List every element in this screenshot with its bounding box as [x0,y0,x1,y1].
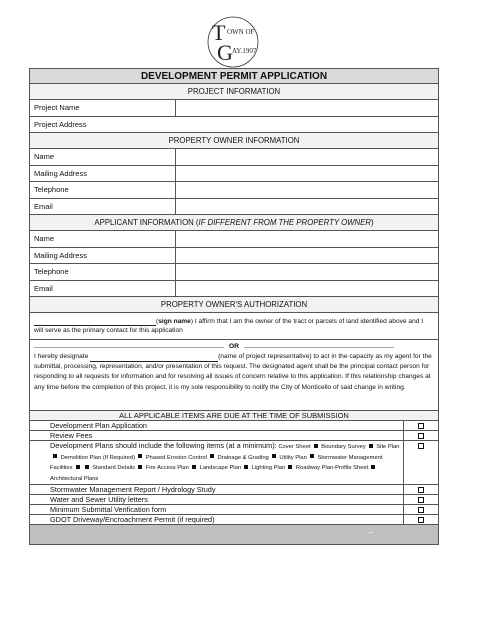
checklist-item [30,431,438,441]
project-address-row [30,117,438,134]
checkbox[interactable] [418,423,424,429]
owner-affirmation-text: ) I affirm that I am the owner of the tract or parcels of land identified above and I will serve as the primary contact for this application [34,318,424,334]
owner-mailing-field[interactable] [176,166,438,182]
checkbox[interactable] [418,443,424,449]
checklist-item-label: Development Plan Application [30,421,404,430]
checklist-item [30,421,438,431]
applicant-name-field[interactable] [176,231,438,247]
sign-name-label: sign name [158,318,191,325]
applicant-email-label: Email [30,281,176,297]
designate-prefix: I hereby designate [34,353,89,360]
authorization-section-header: PROPERTY OWNER'S AUTHORIZATION [30,297,438,313]
bullet-square-icon [76,465,80,469]
project-address-label: Project Address [34,119,87,129]
plan-item: Standard Details [92,465,136,471]
bullet-square-icon [85,465,89,469]
project-name-field[interactable] [176,100,438,116]
plans-lead-text: Development Plans should include the following items (at a minimum): [50,441,277,450]
svg-text:OWN OF: OWN OF [227,28,255,36]
checklist-item-development-plans [30,441,438,485]
bullet-square-icon [288,465,292,469]
owner-email-label: Email [30,199,176,215]
form-title: DEVELOPMENT PERMIT APPLICATION [30,69,438,84]
owner-telephone-row [30,182,438,199]
checklist-item-label: Stormwater Management Report / Hydrology Study [30,485,404,494]
bullet-square-icon [310,454,314,458]
owner-name-label: Name [30,149,176,165]
permit-form [29,68,439,545]
owner-name-field[interactable] [176,149,438,165]
sign-open: ( [156,318,159,325]
bullet-square-icon [53,454,57,458]
checkbox[interactable] [418,433,424,439]
checklist-item-label: Water and Sewer Utility letters [30,495,404,504]
checklist-item [30,515,438,525]
plan-item: Roadway Plan-Profile Sheet [295,465,369,471]
applicant-section-suffix: ) [370,218,374,227]
development-plans-description [30,441,404,484]
applicant-section-note: IF DIFFERENT FROM THE PROPERTY OWNER [198,218,371,227]
applicant-name-row [30,231,438,248]
plan-item: Stormwater Management Facilities [50,454,383,471]
plan-item: Site Plan [376,444,400,450]
bullet-square-icon [138,454,142,458]
bullet-square-icon [369,444,373,448]
or-divider: OR [34,342,434,352]
bullet-square-icon [244,465,248,469]
checkbox[interactable] [418,487,424,493]
form-footer-bar [30,525,438,544]
items-section-header: ALL APPLICABLE ITEMS ARE DUE AT THE TIME OF SUBMISSION [30,411,438,421]
plan-item: Phased Erosion Control [145,454,207,461]
checklist-item-label: Review Fees [30,431,404,440]
bullet-square-icon [138,465,142,469]
applicant-email-field[interactable] [176,281,438,297]
owner-signature-statement [30,313,438,340]
bullet-square-icon [371,465,375,469]
plan-item: Architectural Plans [50,475,99,482]
plan-item: Utility Plan [279,454,307,461]
applicant-telephone-field[interactable] [176,264,438,280]
applicant-section-header [30,215,438,231]
owner-name-row [30,149,438,166]
checklist-item [30,505,438,515]
owner-signature-line[interactable] [34,317,159,326]
owner-email-field[interactable] [176,199,438,215]
owner-telephone-field[interactable] [176,182,438,198]
bullet-square-icon [272,454,276,458]
project-name-label: Project Name [30,100,176,116]
bullet-square-icon [210,454,214,458]
checkbox[interactable] [418,517,424,523]
svg-text:G: G [217,40,233,65]
checklist-item [30,495,438,505]
plan-item: Landscape Plan [199,465,242,471]
plan-item: Cover Sheet [278,444,311,450]
bullet-square-icon [192,465,196,469]
applicant-mailing-field[interactable] [176,248,438,264]
checklist-item [30,485,438,495]
plan-item: Demolition Plan (If Required) [60,454,136,461]
applicant-mailing-row [30,248,438,265]
project-section-header: PROJECT INFORMATION [30,84,438,100]
applicant-telephone-label: Telephone [30,264,176,280]
svg-text:T: T [212,20,226,45]
town-seal-logo [203,16,263,68]
owner-email-row [30,199,438,216]
footer-mark: – [368,528,373,537]
applicant-email-row [30,281,438,298]
designation-text: (name of project representative) to act in the capacity as my agent for the submittal, processing, representation, and/or presentation of this request. The designated agent shall be the principal contact person for responding to all requests for information and for resolving all issues of concern relative to this application. If this relationship changes at any time before the completion of this project, it is my sole responsibility to notify the City of Monticello of said change in writing. [34,353,432,391]
plan-item: Boundary Survey [321,444,366,450]
plan-item: Drainage & Grading [217,454,269,461]
agent-designation-statement [30,340,438,411]
checklist-item-label: GDOT Driveway/Encroachment Permit (if required) [30,515,404,524]
svg-text:AY.1907: AY.1907 [232,47,257,55]
checkbox[interactable] [418,497,424,503]
checklist-item-label: Minimum Submittal Verification form [30,505,404,514]
project-name-row [30,100,438,117]
plan-item: Fire Access Plan [145,465,189,471]
plan-item: Lighting Plan [251,465,286,471]
representative-name-line[interactable] [90,353,218,362]
applicant-mailing-label: Mailing Address [30,248,176,264]
applicant-name-label: Name [30,231,176,247]
applicant-telephone-row [30,264,438,281]
owner-mailing-row [30,166,438,183]
owner-section-header: PROPERTY OWNER INFORMATION [30,133,438,149]
owner-mailing-label: Mailing Address [30,166,176,182]
bullet-square-icon [314,444,318,448]
checkbox[interactable] [418,507,424,513]
applicant-section-prefix: APPLICANT INFORMATION ( [94,218,199,227]
owner-telephone-label: Telephone [30,182,176,198]
